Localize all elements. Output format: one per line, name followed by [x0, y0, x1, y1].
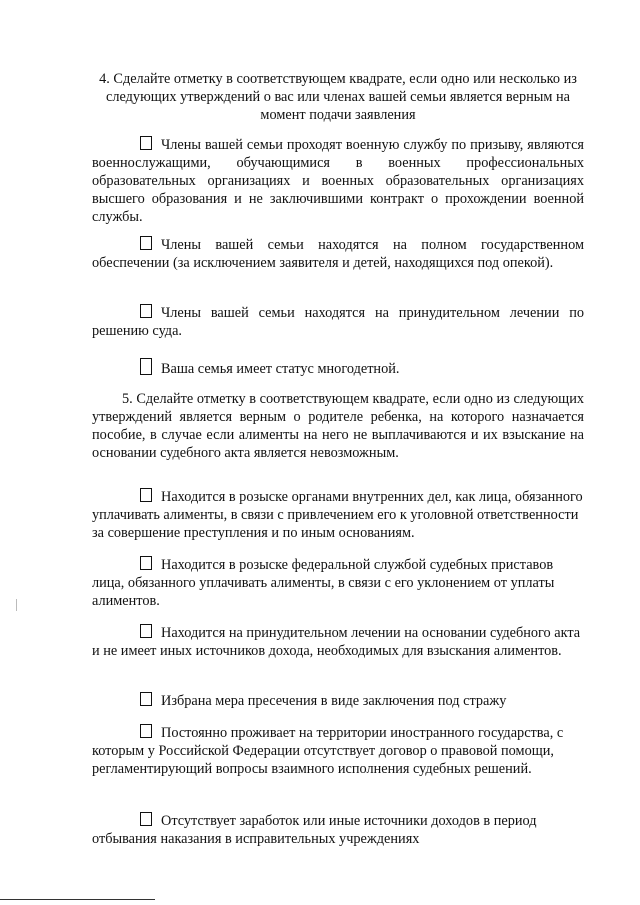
- checkbox-icon[interactable]: [140, 358, 152, 375]
- section-5-item-1: Находится в розыске органами внутренних дел, как лица, обязанного уплачивать алименты, в связи с привлечением его к уголовной ответственности за совершение преступления и по иным основаниям.: [92, 489, 583, 541]
- checkbox-icon[interactable]: [140, 812, 152, 826]
- checkbox-icon[interactable]: [140, 724, 152, 738]
- section-4-item-3: Члены вашей семьи находятся на принудительном лечении по решению суда.: [92, 305, 584, 339]
- checkbox-icon[interactable]: [140, 692, 152, 706]
- section-4-heading: 4. Сделайте отметку в соответствующем квадрате, если одно или несколько из следующих утверждений о вас или членах вашей семьи является верным на момент подачи заявления: [99, 71, 577, 123]
- margin-mark: [16, 599, 17, 611]
- section-4-item-2: Члены вашей семьи находятся на полном государственном обеспечении (за исключением заявителя и детей, находящихся под опекой).: [92, 237, 584, 271]
- checkbox-icon[interactable]: [140, 304, 152, 318]
- checkbox-icon[interactable]: [140, 556, 152, 570]
- section-5-item-3: Находится на принудительном лечении на основании судебного акта и не имеет иных источников дохода, необходимых для взыскания алиментов.: [92, 625, 581, 659]
- section-4-item-1: Члены вашей семьи проходят военную службу по призыву, являются военнослужащими, обучающимися в военных профессиональных образовательных организациях и военных образовательных организациях высшего образования и не заключившими контракт о прохождении военной службы.: [92, 137, 584, 225]
- section-5-item-5: Постоянно проживает на территории иностранного государства, с которым у Российской Федерации отсутствует договор о правовой помощи, регламентирующий вопросы взаимного исполнения судебных решений.: [92, 725, 564, 777]
- footer-rule: [0, 899, 155, 900]
- checkbox-icon[interactable]: [140, 488, 152, 502]
- section-5-item-2: Находится в розыске федеральной службой судебных приставов лица, обязанного уплачивать алименты, в связи с его уклонением от уплаты алиментов.: [92, 557, 555, 609]
- section-4-item-4: Ваша семья имеет статус многодетной.: [92, 358, 584, 378]
- checkbox-icon[interactable]: [140, 136, 152, 150]
- section-5-heading: 5. Сделайте отметку в соответствующем квадрате, если одно из следующих утверждений является верным о родителе ребенка, на которого назначается пособие, в случае если алименты на него не выплачиваются и их взыскание на основании судебного акта является невозможным.: [92, 391, 584, 461]
- section-5-item-4: Избрана мера пресечения в виде заключения под стражу: [92, 692, 584, 710]
- checkbox-icon[interactable]: [140, 624, 152, 638]
- checkbox-icon[interactable]: [140, 236, 152, 250]
- section-5-item-6: Отсутствует заработок или иные источники доходов в период отбывания наказания в исправительных учреждениях: [92, 813, 537, 847]
